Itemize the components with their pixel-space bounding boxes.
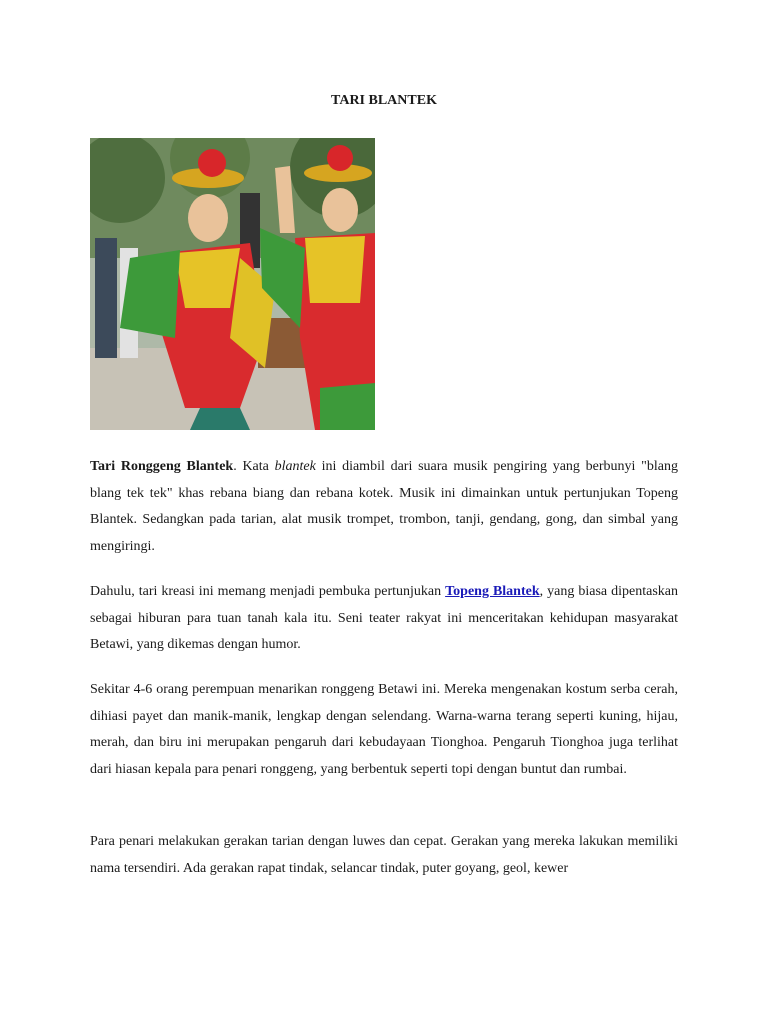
paragraph-2-text-a: Dahulu, tari kreasi ini memang menjadi pembuka pertunjukan: [90, 584, 446, 599]
paragraph-1: [90, 454, 678, 560]
dancers-photo: [90, 138, 375, 430]
document-title: TARI BLANTEK: [331, 93, 437, 108]
paragraph-2-text-b: , yang biasa dipentaskan sebagai hiburan para tuan tanah kala itu. Seni teater rakyat ini menceritakan kehidupan masyarakat Betawi, yang dikemas dengan humor.: [90, 584, 679, 652]
paragraph-2: [90, 579, 678, 659]
paragraph-1-text-a: . Kata: [233, 459, 275, 474]
topeng-blantek-link[interactable]: Topeng Blantek: [445, 584, 540, 599]
paragraph-4: Para penari melakukan gerakan tarian dengan luwes dan cepat. Gerakan yang mereka lakukan memiliki nama tersendiri. Ada gerakan rapat tindak, selancar tindak, puter goyang, geol, kewer: [90, 834, 678, 876]
paragraph-1-lead: Tari Ronggeng Blantek: [90, 459, 234, 474]
paragraph-1-italic: blantek: [274, 459, 316, 474]
paragraph-1-text-b: ini diambil dari suara musik pengiring yang berbunyi "blang blang tek tek" khas rebana biang dan rebana kotek. Musik ini dimainkan untuk pertunjukan Topeng Blantek. Sedangkan pada tarian, alat musik trompet, trombon, tanji, gendang, gong, dan simbal yang mengiringi.: [90, 459, 678, 554]
paragraph-3: Sekitar 4-6 orang perempuan menarikan ronggeng Betawi ini. Mereka mengenakan kostum serba cerah, dihiasi payet dan manik-manik, lengkap dengan selendang. Warna-warna terang seperti kuning, hijau, merah, dan biru ini merupakan pengaruh dari kebudayaan Tionghoa. Pengaruh Tionghoa juga terlihat dari hiasan kepala para penari ronggeng, yang berbentuk seperti topi dengan buntut dan rumbai.: [90, 682, 678, 777]
